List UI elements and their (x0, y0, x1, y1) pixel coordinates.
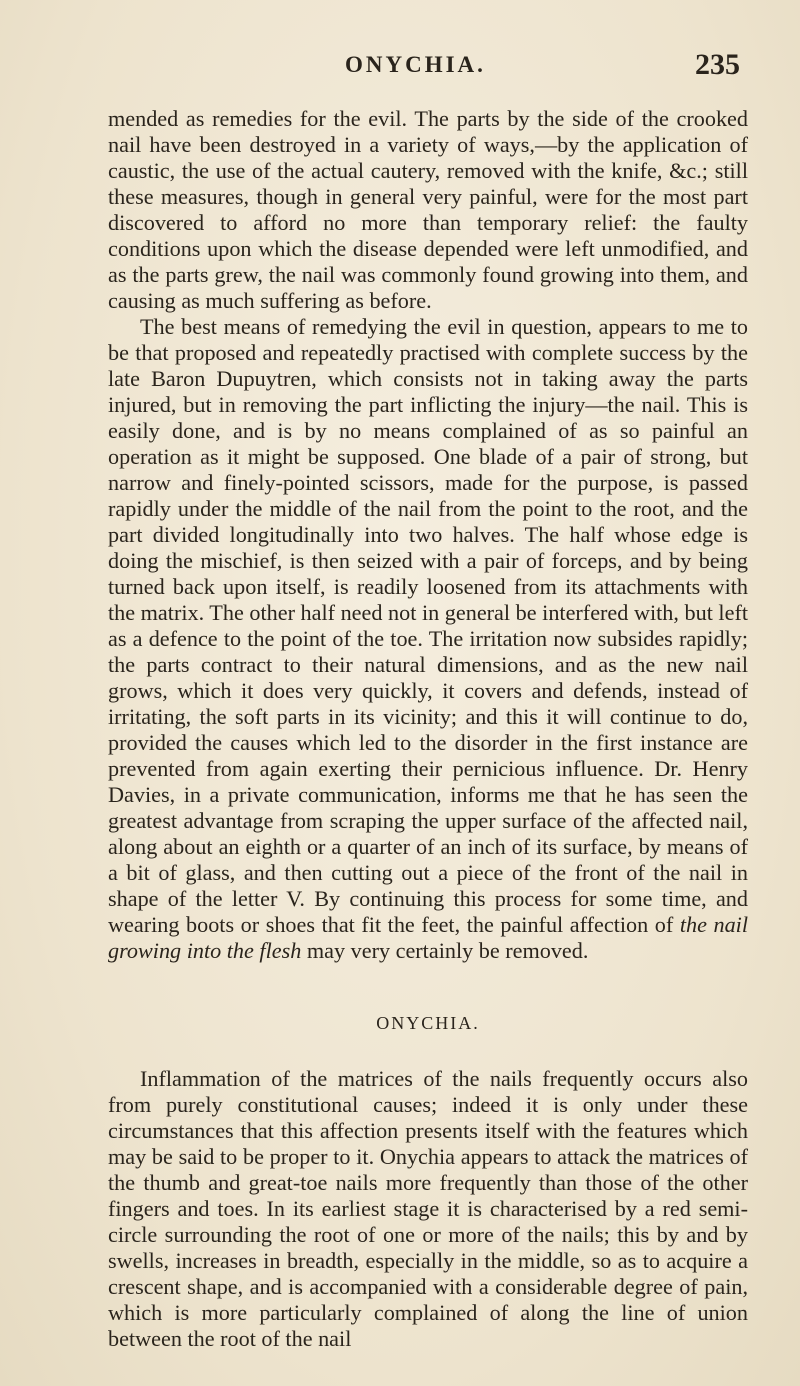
paragraph-dupuytren-text: The best means of remedying the evil in question, appears to me to be that proposed and repeatedly practised with complete success by the late Baron Dupuytren, which consists not in taking away the parts injured, but in removing the part inflicting the injury—the nail. This is easily done, and is by no means complained of as so painful an operation as it might be supposed. One blade of a pair of strong, but narrow and finely-pointed scissors, made for the purpose, is passed rapidly under the middle of the nail from the point to the root, and the part divided longitudinally into two halves. The half whose edge is doing the mischief, is then seized with a pair of forceps, and by being turned back upon itself, is readily loosened from its attachments with the matrix. The other half need not in general be interfered with, but left as a defence to the point of the toe. The irritation now subsides rapidly; the parts contract to their natural dimensions, and as the new nail grows, which it does very quickly, it covers and defends, instead of irritating, the soft parts in its vicinity; and this it will continue to do, provided the causes which led to the disorder in the first instance are prevented from again exerting their pernicious influence. Dr. Henry Davies, in a private communication, informs me that he has seen the greatest advantage from scraping the upper surface of the affected nail, along about an eighth or a quarter of an inch of its surface, by means of a bit of glass, and then cutting out a piece of the front of the nail in shape of the letter V. By continuing this process for some time, and wearing boots or shoes that fit the feet, the painful affection of (108, 314, 748, 937)
section-heading: ONYCHIA. (376, 1013, 480, 1033)
page-number: 235 (695, 48, 740, 81)
paragraph-onychia: Inflammation of the matrices of the nails frequently occurs also from purely constitutional causes; indeed it is only under these circumstances that this affection presents itself with the features which may be said to be proper to it. Onychia appears to attack the matrices of the thumb and great-toe nails more frequently than those of the other fingers and toes. In its earliest stage it is characterised by a red semi-circle surrounding the root of one or more of the nails; this by and by swells, increases in breadth, especially in the middle, so as to acquire a crescent shape, and is accompanied with a considerable degree of pain, which is more particularly complained of along the line of union between the root of the nail (108, 1066, 748, 1351)
running-head-title: ONYCHIA. (345, 52, 486, 77)
italic-phrase: the nail growing into the flesh (108, 912, 748, 963)
running-head (0, 48, 800, 88)
paragraph-continuation: mended as remedies for the evil. The parts by the side of the crooked nail have been destroyed in a variety of ways,—by the application of caustic, the use of the actual cautery, removed with the knife, &c.; still these measures, though in general very painful, were for the most part discovered to afford no more than temporary relief: the faulty conditions upon which the disease depended were left unmodified, and as the parts grew, the nail was commonly found growing into them, and causing as much suffering as before. (108, 106, 748, 313)
paragraph-dupuytren-method (108, 314, 748, 964)
paragraph-dupuytren-end: may very certainly be removed. (301, 938, 589, 963)
body-text (108, 106, 748, 1352)
